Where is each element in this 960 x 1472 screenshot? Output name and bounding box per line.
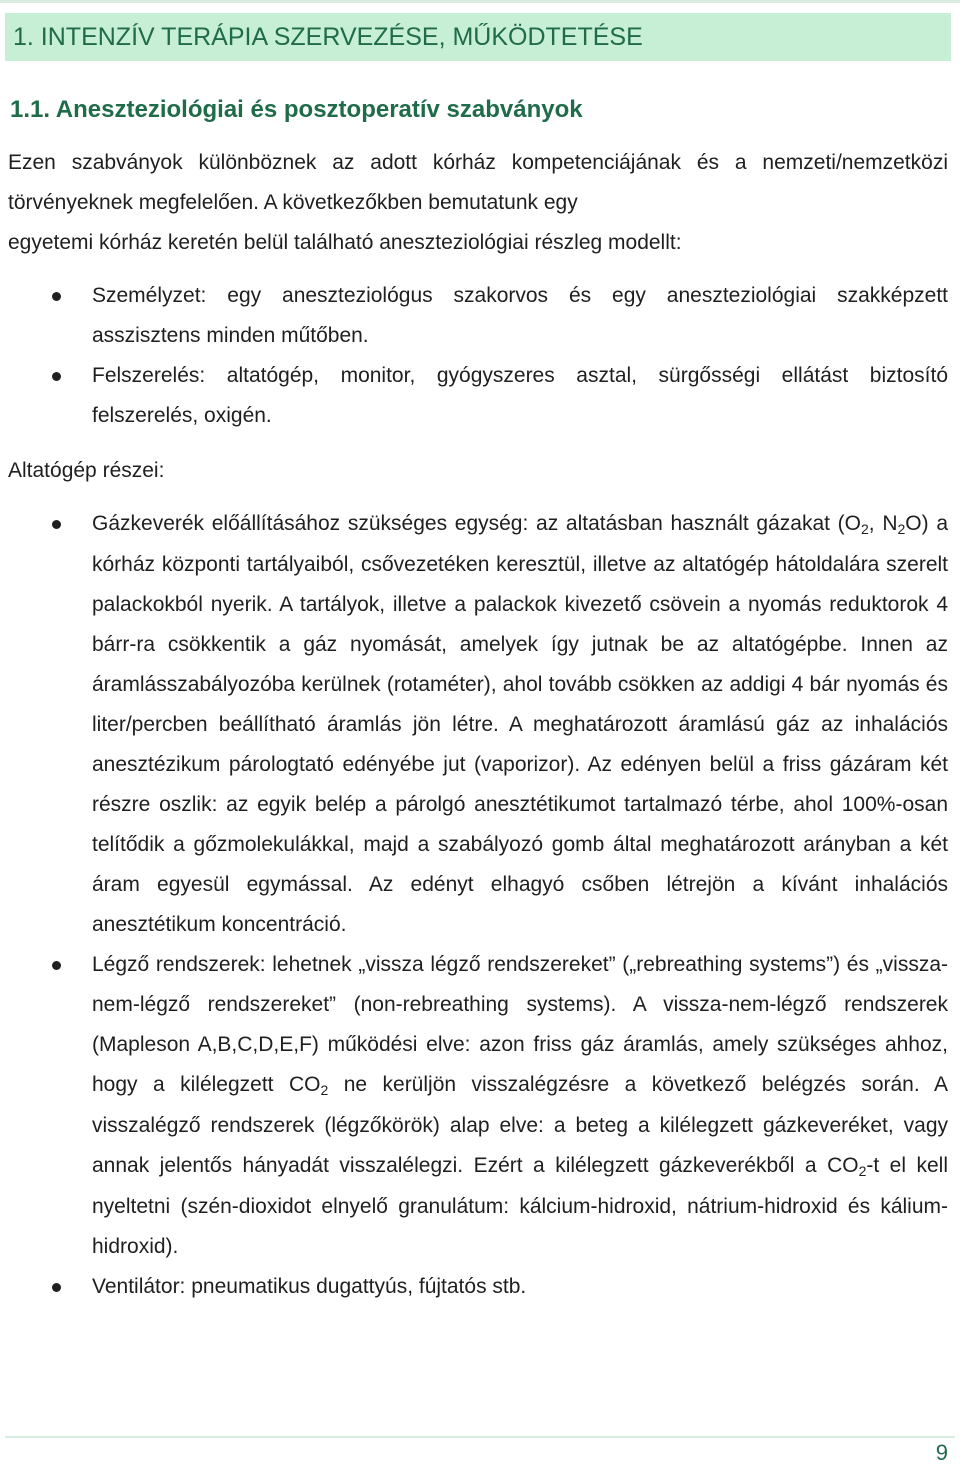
- chapter-title: 1. INTENZÍV TERÁPIA SZERVEZÉSE, MŰKÖDTETÉSE: [5, 13, 951, 61]
- list-item-text: Felszerelés: altatógép, monitor, gyógyszeres asztal, sürgősségi ellátást biztosító felszerelés, oxigén.: [92, 364, 948, 427]
- gas-text-b: , N: [868, 512, 898, 535]
- intro-text-1: Ezen szabványok különböznek az adott kórház kompetenciájának és a nemzeti/nemzetközi törvényeknek megfelelően. A következőkben bemutatunk egy: [8, 151, 948, 214]
- subscript: 2: [858, 1163, 867, 1179]
- subscript: 2: [320, 1082, 329, 1098]
- top-rule: [0, 0, 960, 3]
- intro-paragraph: [8, 143, 948, 263]
- bullet-icon: [52, 372, 61, 381]
- section-title: 1.1. Aneszteziológiai és posztoperatív szabványok: [10, 96, 583, 123]
- bullet-icon: [52, 1283, 61, 1292]
- intro-text-2: egyetemi kórház keretén belül található aneszteziológiai részleg modellt:: [8, 231, 682, 254]
- breathing-text-a: Légző rendszerek: lehetnek „vissza légző rendszereket” („rebreathing systems”) és „vissza-nem-légző rendszereket” (non-rebreathing systems). A vissza-nem-légző rendszerek (Mapleson A,B,C,D,E,F) működési elve: azon friss gáz áramlás, amely szükséges ahhoz, hogy a kilélegzett CO: [92, 953, 948, 1096]
- page-number: 9: [935, 1440, 948, 1465]
- subscript: 2: [897, 521, 906, 537]
- list-item-equipment: [8, 356, 948, 436]
- model-list: [8, 276, 948, 436]
- subscript: 2: [861, 521, 869, 537]
- list-item-ventilator: [8, 1267, 948, 1307]
- breathing-text-b: ne kerüljön visszalégzésre a következő belégzés során. A visszalégző rendszerek (légzőkörök) alap elve: a beteg a kilélegzett gázkeveréket, vagy annak jelentős hányadát visszalélegzi. Ezért a kilélegzett gázkeverékből a CO: [92, 1073, 948, 1177]
- breathing-text-c: -t el kell nyeltetni (szén-dioxidot elnyelő granulátum: kálcium-hidroxid, nátrium-hidroxid és kálium-hidroxid).: [92, 1154, 948, 1258]
- machine-parts-list: [8, 504, 948, 1307]
- footer-rule: [5, 1436, 955, 1438]
- machine-parts-heading: Altatógép részei:: [8, 459, 165, 482]
- list-item-staff: [8, 276, 948, 356]
- bullet-icon: [52, 292, 61, 301]
- gas-text-a: Gázkeverék előállításához szükséges egység: az altatásban használt gázakat (O: [92, 512, 861, 535]
- list-item-breathing-systems: [8, 945, 948, 1267]
- list-item-text: Személyzet: egy aneszteziológus szakorvos és egy aneszteziológiai szakképzett asszisztens minden műtőben.: [92, 284, 948, 347]
- gas-text-c: O) a kórház központi tartályaiból, csővezetéken keresztül, illetve az altatógép hátoldalára szerelt palackokból nyerik. A tartályok, illetve a palackok kivezető csövein a nyomás reduktorok 4 bárr-ra csökkentik a gáz nyomását, amelyek így jutnak be az altatógépbe. Innen az áramlásszabályozóba kerülnek (rotaméter), ahol tovább csökken az addigi 4 bár nyomás és liter/percben beállítható áramlás jön létre. A meghatározott áramlású gáz az inhalációs anesztézikum párologtató edényébe jut (vaporizor). Az edényen belül a friss gázáram két részre oszlik: az egyik belép a párolgó anesztétikumot tartalmazó térbe, ahol 100%-osan telítődik a gőzmolekulákkal, majd a szabályozó gomb által meghatározott arányban a két áram egyesül egymással. Az edényt elhagyó csőben létrejön a kívánt inhalációs anesztétikum koncentráció.: [92, 512, 949, 936]
- bullet-icon: [52, 520, 61, 529]
- list-item-gas-mixing: [8, 504, 948, 945]
- ventilator-text: Ventilátor: pneumatikus dugattyús, fújtatós stb.: [92, 1275, 527, 1298]
- bullet-icon: [52, 961, 61, 970]
